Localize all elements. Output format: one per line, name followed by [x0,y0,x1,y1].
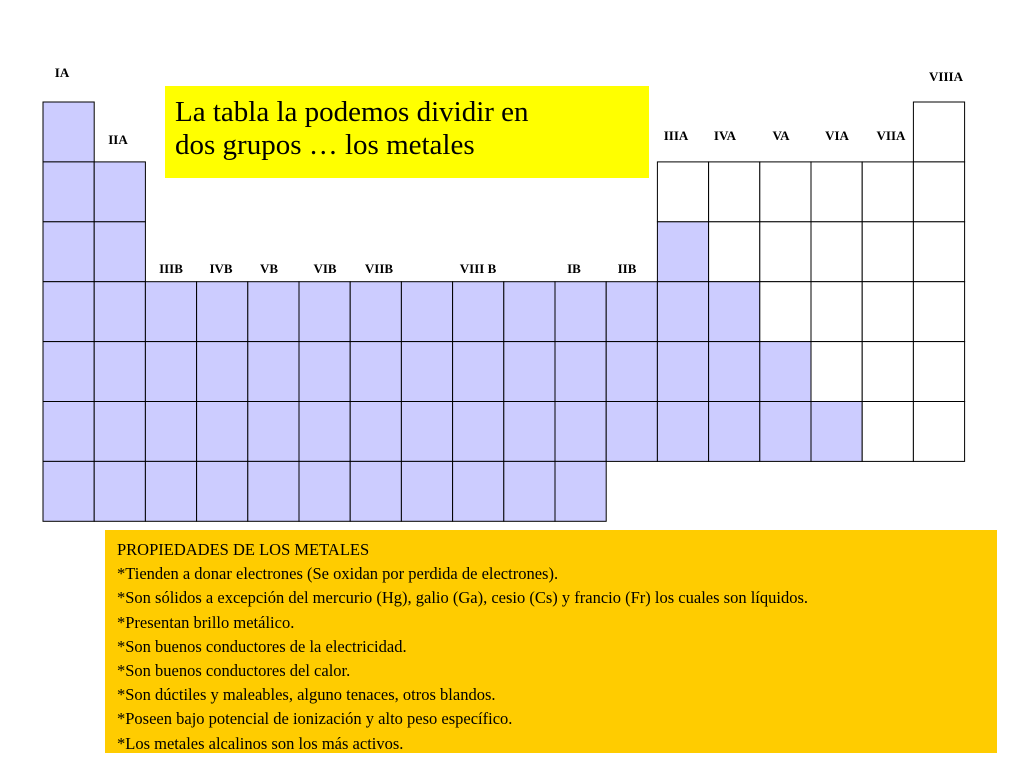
property-item: *Presentan brillo metálico. [117,612,295,632]
element-cell-metal [94,402,145,462]
title-line-1: La tabla la podemos dividir en [175,96,529,128]
group-label-vb: VB [259,261,279,276]
element-cell-nonmetal [811,342,862,402]
element-cell-nonmetal [709,222,760,282]
element-cell-metal [43,342,94,402]
element-cell-metal [401,282,452,342]
element-cell-metal [760,402,811,462]
group-label-iia: IIA [108,132,128,147]
element-cell-nonmetal [913,102,964,162]
element-cell-metal [709,342,760,402]
element-cell-metal [197,342,248,402]
group-label-viia: VIIA [876,128,906,143]
element-cell-metal [43,402,94,462]
element-cell-metal [299,402,350,462]
element-cell-nonmetal [913,222,964,282]
element-cell-nonmetal [862,222,913,282]
group-label-viib: VIIB [364,261,394,276]
element-cell-metal [248,402,299,462]
element-cell-metal [43,282,94,342]
element-cell-metal [94,282,145,342]
element-cell-metal [504,461,555,521]
element-cell-metal [657,342,708,402]
group-label-via: VIA [825,128,849,143]
element-cell-metal [709,402,760,462]
element-cell-nonmetal [657,162,708,222]
title-line-2: dos grupos … los metales [175,129,475,161]
group-label-viiia: VIIIA [929,69,963,84]
element-cell-nonmetal [709,162,760,222]
element-cell-metal [504,342,555,402]
property-item: *Son buenos conductores del calor. [117,661,351,681]
element-cell-nonmetal [811,162,862,222]
element-cell-metal [709,282,760,342]
element-cell-metal [606,402,657,462]
element-cell-metal [145,402,196,462]
element-cell-metal [94,222,145,282]
element-cell-metal [299,342,350,402]
group-label-vib: VIB [313,261,337,276]
element-cell-nonmetal [862,162,913,222]
element-cell-metal [760,342,811,402]
element-cell-metal [606,282,657,342]
element-cell-metal [248,282,299,342]
element-cell-metal [453,342,504,402]
element-cell-nonmetal [913,282,964,342]
property-item: *Tienden a donar electrones (Se oxidan por perdida de electrones). [117,564,559,584]
property-item: *Son sólidos a excepción del mercurio (Hg), galio (Ga), cesio (Cs) y francio (Fr) los cuales son líquidos. [117,588,809,608]
property-item: *Los metales alcalinos son los más activos. [117,733,404,753]
element-cell-metal [555,282,606,342]
element-cell-nonmetal [913,402,964,462]
group-label-iiib: IIIB [159,261,183,276]
element-cell-metal [657,282,708,342]
element-cell-metal [94,461,145,521]
element-cell-metal [555,402,606,462]
element-cell-metal [453,282,504,342]
element-cell-metal [811,402,862,462]
group-label-ia: IA [54,65,70,80]
element-cell-metal [350,342,401,402]
element-cell-metal [248,461,299,521]
element-cell-metal [401,342,452,402]
element-cell-metal [197,461,248,521]
element-cell-metal [401,461,452,521]
group-label-iiia: IIIA [663,128,689,143]
element-cell-metal [657,402,708,462]
element-cell-metal [43,222,94,282]
element-cell-metal [453,461,504,521]
element-cell-metal [197,402,248,462]
element-cell-metal [248,342,299,402]
property-item: *Son dúctiles y maleables, alguno tenaces, otros blandos. [117,685,496,705]
element-cell-metal [350,461,401,521]
element-cell-metal [145,282,196,342]
element-cell-nonmetal [913,162,964,222]
element-cell-metal [504,402,555,462]
element-cell-metal [657,222,708,282]
element-cell-nonmetal [862,342,913,402]
properties-box [105,530,997,753]
element-cell-metal [504,282,555,342]
element-cell-metal [401,402,452,462]
title-callout [165,86,649,178]
property-item: *Son buenos conductores de la electricidad. [117,636,407,656]
group-label-iib: IIB [617,261,637,276]
element-cell-metal [453,402,504,462]
element-cell-metal [606,342,657,402]
element-cell-metal [145,342,196,402]
group-label-viiib: VIII B [459,261,497,276]
element-cell-metal [555,342,606,402]
element-cell-nonmetal [862,282,913,342]
element-cell-metal [299,461,350,521]
group-label-va: VA [772,128,790,143]
element-cell-metal [299,282,350,342]
group-label-ib: IB [567,261,581,276]
element-cell-metal [94,162,145,222]
element-cell-metal [145,461,196,521]
element-cell-metal [43,162,94,222]
element-cell-nonmetal [760,222,811,282]
element-cell-metal [43,461,94,521]
element-cell-metal [94,342,145,402]
element-cell-metal [555,461,606,521]
properties-heading: PROPIEDADES DE LOS METALES [117,540,370,559]
element-cell-metal [43,102,94,162]
group-label-iva: IVA [713,128,737,143]
element-cell-nonmetal [760,162,811,222]
element-cell-nonmetal [913,342,964,402]
property-item: *Poseen bajo potencial de ionización y alto peso específico. [117,709,513,729]
group-label-ivb: IVB [209,261,233,276]
element-cell-nonmetal [811,222,862,282]
element-cell-metal [197,282,248,342]
element-cell-nonmetal [811,282,862,342]
element-cell-metal [350,402,401,462]
element-cell-nonmetal [760,282,811,342]
element-cell-nonmetal [862,402,913,462]
element-cell-metal [350,282,401,342]
